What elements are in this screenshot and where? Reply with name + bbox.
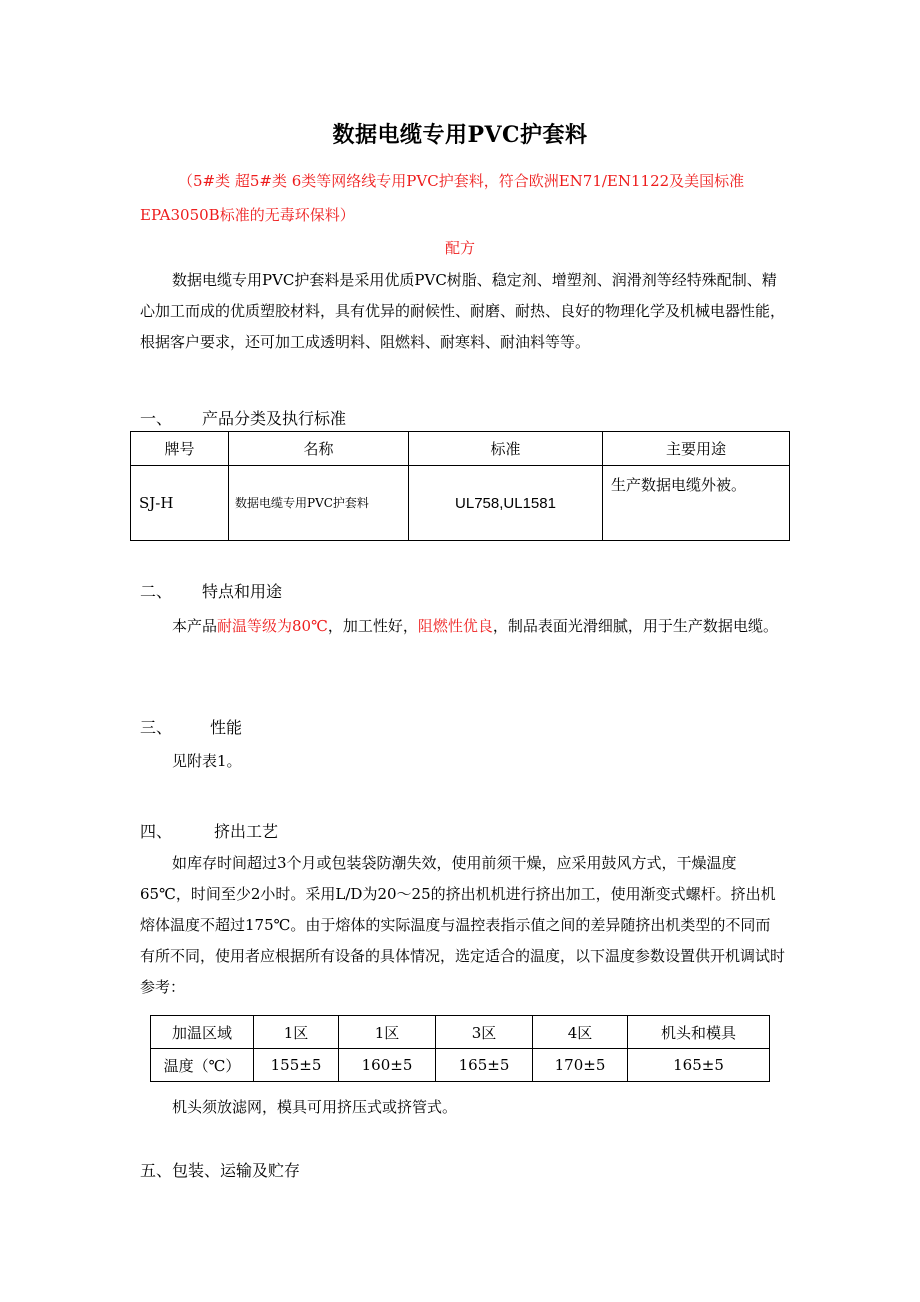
cell-grade: SJ-H [131, 466, 229, 541]
features-highlight-temp: 耐温等级为80℃ [217, 617, 328, 635]
zone-1: 1区 [254, 1016, 339, 1049]
formula-label: 配方 [444, 239, 475, 257]
section-2-number: 二、 [140, 582, 173, 601]
intro-text: 数据电缆专用PVC护套料是采用优质PVC树脂、稳定剂、增塑剂、润滑剂等经特殊配制、精心加工而成的优质塑胶材料，具有优异的耐候性、耐磨、耐热、良好的物理化学及机械电器性能，根据客户要求，还可加工成透明料、阻燃料、耐寒料、耐油料等等。 [140, 271, 786, 351]
features-text-4: 电缆。 [732, 617, 778, 635]
features-highlight-flame: 阻燃性优良 [417, 617, 493, 635]
temp-label: 温度（℃） [151, 1049, 254, 1082]
extrusion-text: 如库存时间超过3个月或包装袋防潮失效，使用前须干燥，应采用鼓风方式，干燥温度65℃，时间至少2小时。采用L/D为20～25的挤出机机进行挤出加工，使用渐变式螺杆。挤出机熔体温度不超过175℃。由于熔体的实际温度与温控表指示值之间的差异随挤出机类型的不同而有所不同，使用者应根据所有设备的具体情况，选定适合的温度，以下温度参数设置供开机调试时参考： [140, 854, 786, 996]
table-row [151, 1049, 770, 1082]
features-text-3: ，制品表面光滑细腻，用于生产数据 [492, 617, 733, 635]
zone-label: 加温区域 [151, 1016, 254, 1049]
section-1-title: 产品分类及执行标准 [202, 409, 347, 428]
subtitle-line-2: EPA3050B标准的无毒环保料） [140, 206, 355, 224]
section-2-title: 特点和用途 [202, 582, 283, 601]
features-text-1: 本产品 [172, 617, 218, 635]
section-3-number: 三、 [140, 718, 173, 737]
zone-head-die: 机头和模具 [628, 1016, 770, 1049]
section-3-heading [140, 715, 242, 738]
temp-1: 155±5 [254, 1049, 339, 1082]
header-grade: 牌号 [131, 432, 229, 466]
table-row [151, 1016, 770, 1049]
temp-4: 170±5 [533, 1049, 628, 1082]
section-4-heading [140, 819, 278, 842]
zone-4: 4区 [533, 1016, 628, 1049]
zone-3: 3区 [436, 1016, 533, 1049]
product-table [130, 431, 790, 541]
cell-name: 数据电缆专用PVC护套料 [229, 466, 409, 541]
temp-3: 165±5 [436, 1049, 533, 1082]
section-3-title: 性能 [210, 718, 243, 737]
section-5-heading: 五、包装、运输及贮存 [140, 1161, 301, 1180]
section-4-number: 四、 [140, 822, 173, 841]
section-4-title: 挤出工艺 [214, 822, 279, 841]
temp-2: 160±5 [339, 1049, 436, 1082]
zone-2: 1区 [339, 1016, 436, 1049]
header-use: 主要用途 [603, 432, 790, 466]
intro-paragraph [140, 265, 785, 358]
table-row [131, 466, 790, 541]
extrusion-paragraph [140, 848, 785, 1003]
features-text-2: ，加工性好， [327, 617, 418, 635]
section-2-heading [140, 579, 282, 602]
header-name: 名称 [229, 432, 409, 466]
temp-head-die: 165±5 [628, 1049, 770, 1082]
product-table-header-row [131, 432, 790, 466]
performance-text: 见附表1。 [172, 752, 242, 770]
document-title: 数据电缆专用PVC护套料 [332, 122, 588, 148]
section-1-number: 一、 [140, 409, 173, 428]
section-1-heading [140, 406, 346, 429]
subtitle-line-1: （5#类 超5#类 6类等网络线专用PVC护套料，符合欧洲EN71/EN1122及美国标准 [178, 172, 745, 190]
cell-use: 生产数据电缆外被。 [603, 466, 790, 541]
features-paragraph [140, 611, 785, 642]
extrusion-note: 机头须放滤网，模具可用挤压式或挤管式。 [172, 1098, 458, 1116]
cell-standard: UL758,UL1581 [409, 466, 603, 541]
temperature-table [150, 1015, 770, 1082]
header-standard: 标准 [409, 432, 603, 466]
